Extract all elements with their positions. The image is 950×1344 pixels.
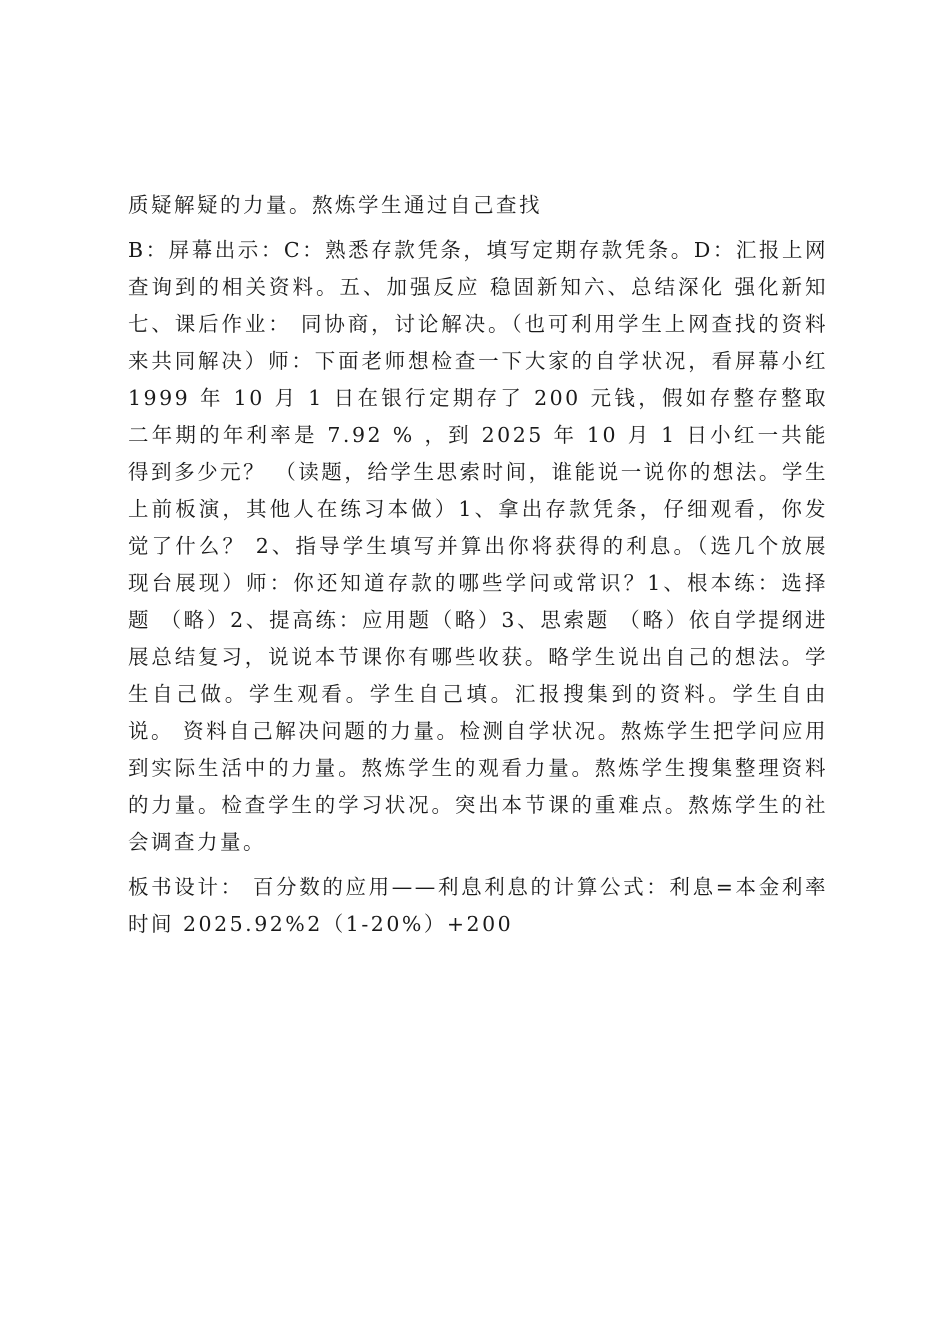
paragraph-main: B：屏幕出示：C：熟悉存款凭条，填写定期存款凭条。D：汇报上网查询到的相关资料。五、加强反应 稳固新知六、总结深化 强化新知 七、课后作业： 同协商，讨论解决。（也可利用学生上网查找的资料来共同解决）师：下面老师想检查一下大家的自学状况，看屏幕小红 1999 年 10 月 1 日在银行定期存了 200 元钱，假如存整存整取二年期的年利率是 7.92 % ，到 2025 年 10 月 1 日小红一共能得到多少元？ （读题，给学生思索时间，谁能说一说你的想法。学生上前板演，其他人在练习本做）1、拿出存款凭条，仔细观看，你发觉了什么？ 2、指导学生填写并算出你将获得的利息。（选几个放展现台展现）师：你还知道存款的哪些学问或常识？1、根本练：选择题 （略）2、提高练：应用题（略）3、思索题 （略）依自学提纲进展总结复习，说说本节课你有哪些收获。略学生说出自己的想法。学生自己做。学生观看。学生自己填。汇报搜集到的资料。学生自由说。 资料自己解决问题的力量。检测自学状况。熬炼学生把学问应用到实际生活中的力量。熬炼学生的观看力量。熬炼学生搜集整理资料的力量。检查学生的学习状况。突出本节课的重难点。熬炼学生的社会调查力量。 xyxy=(128,238,828,854)
document-body xyxy=(128,187,828,951)
paragraph-board-design: 板书设计： 百分数的应用——利息利息的计算公式：利息=本金利率时间 2025.92%2（1-20%）+200 xyxy=(128,875,828,936)
paragraph-intro: 质疑解疑的力量。熬炼学生通过自己查找 xyxy=(128,193,542,217)
